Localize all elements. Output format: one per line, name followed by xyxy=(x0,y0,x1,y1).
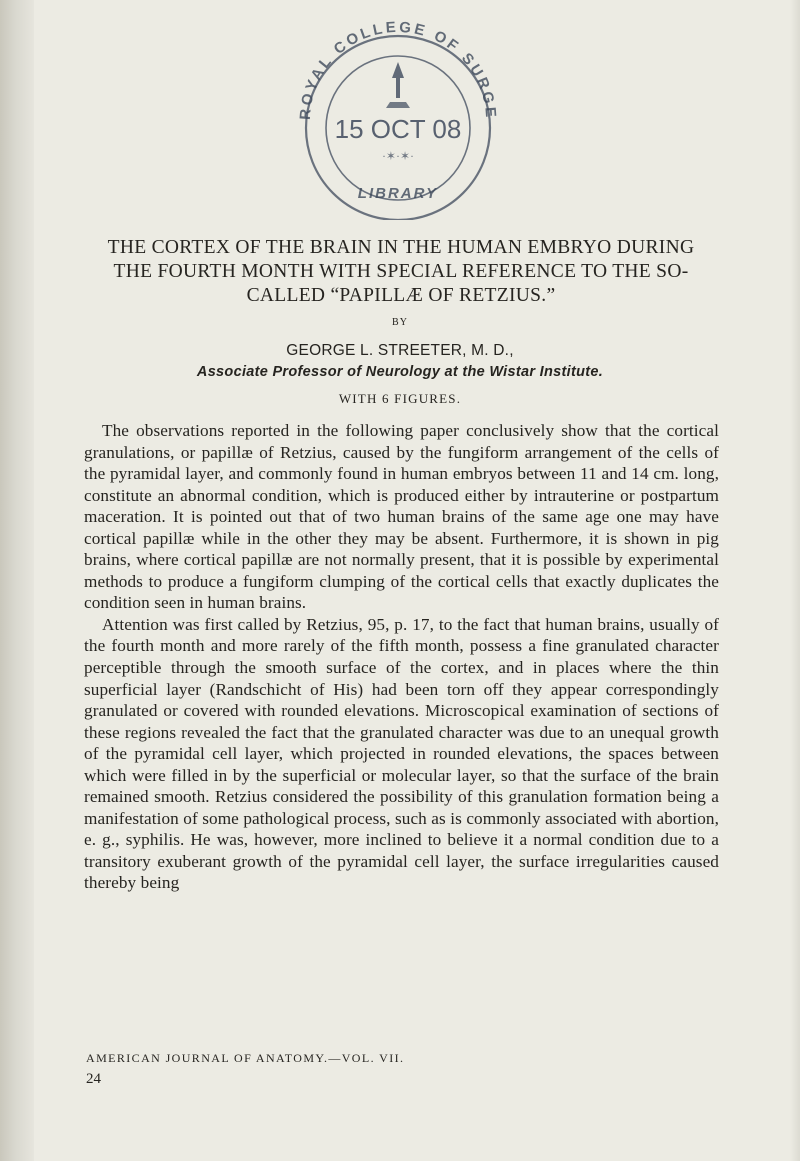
author-affiliation: Associate Professor of Neurology at the Wistar Institute. xyxy=(196,364,604,380)
article-body xyxy=(84,420,719,894)
byline-label: BY xyxy=(392,317,408,328)
library-stamp xyxy=(262,10,532,220)
page-number: 24 xyxy=(86,1071,101,1087)
scan-left-edge xyxy=(0,0,34,1161)
author-name: GEORGE L. STREETER, M. D., xyxy=(286,342,514,359)
svg-text:ROYAL COLLEGE OF SURGEONS xyxy=(262,10,499,121)
body-paragraph: Attention was first called by Retzius, 95, p. 17, to the fact that human brains, usually of the fourth month and more rarely of the fifth month, possess a fine granulated character perceptible through the smooth surface of the cortex, and in places where the thin superficial layer (Randschicht of His) had been torn off they appear correspondingly granulated or covered with rounded elevations. Microscopical examination of sections of these regions revealed the fact that the granulated character was due to an unequal growth of the pyramidal cell layer, which projected in rounded elevations, the spaces between which were filled in by the superficial or molecular layer, so that the surface of the brain remained smooth. Retzius considered the possibility of this granulation formation being a manifestation of some pathological process, such as is commonly associated with abortion, e. g., syphilis. He was, however, more inclined to believe it a normal condition due to a transitory exuberant growth of the pyramidal cell layer, the surface irregularities caused thereby being xyxy=(84,614,719,893)
article-title: THE CORTEX OF THE BRAIN IN THE HUMAN EMBRYO DURING THE FOURTH MONTH WITH SPECIAL REFERENCE TO THE SO-CALLED “PAPILLÆ OF RETZIUS.” xyxy=(107,237,695,306)
scan-right-edge xyxy=(790,0,800,1161)
body-paragraph: The observations reported in the following paper conclusively show that the cortical granulations, or papillæ of Retzius, caused by the fungiform arrangement of the cells of the pyramidal layer, and commonly found in human embryos between 11 and 14 cm. long, constitute an abnormal condition, which is produced either by intrauterine or postpartum maceration. It is pointed out that of two human brains of the same age one may have cortical papillæ while in the other they may be absent. Furthermore, it is shown in pig brains, where cortical papillæ are not normally present, that it is possible by experimental methods to produce a fungiform clumping of the cortical cells that exactly duplicates the condition seen in human brains. xyxy=(84,421,719,613)
library-stamp-graphic xyxy=(262,10,532,220)
svg-text:·✶·✶·: ·✶·✶· xyxy=(381,149,415,163)
stamp-outer-text: ROYAL COLLEGE OF SURGE xyxy=(296,18,500,121)
figures-note: WITH 6 FIGURES. xyxy=(338,391,462,406)
stamp-date: 15 OCT 08 xyxy=(334,114,462,144)
stamp-bottom-text: LIBRARY xyxy=(357,185,439,202)
journal-footer: AMERICAN JOURNAL OF ANATOMY.—VOL. VII. xyxy=(86,1051,405,1065)
